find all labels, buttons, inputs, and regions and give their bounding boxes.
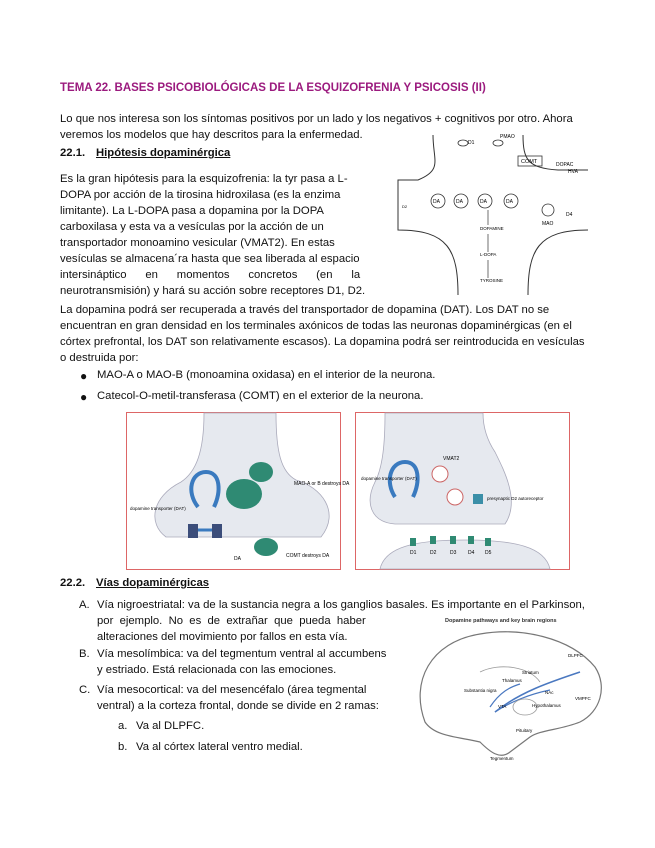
- region-label: Substantia nigra: [464, 688, 497, 693]
- synapse-diagram: [388, 130, 600, 298]
- list-item-c: [79, 682, 402, 714]
- dopamine-pathways-brain: [410, 612, 610, 764]
- label-comt: COMT: [521, 159, 538, 165]
- text-line: DOPA por acción de la tirosina hidroxilasa (es la enzima: [60, 189, 341, 201]
- text-line: intersináptico en momentos concretos (en la: [60, 269, 361, 281]
- text-line: carboxilasa y esta va a vesículas por la acción de un: [60, 221, 324, 233]
- section-label: Vías dopaminérgicas: [96, 577, 210, 589]
- dat-paragraph: [60, 302, 598, 366]
- brain-outline: [420, 632, 601, 755]
- label-tyrosine: TYROSINE: [480, 278, 504, 283]
- page-title: TEMA 22. BASES PSICOBIOLÓGICAS DE LA ESQUIZOFRENIA Y PSICOSIS (II): [60, 82, 486, 94]
- vmat-d2-figure: [355, 412, 570, 570]
- section-number: 22.1.: [60, 147, 86, 159]
- dat-label: dopamine transporter (DAT): [361, 476, 417, 481]
- mao-label: MAO-A or B destroys DA: [294, 481, 350, 487]
- text-line: Vía mesolímbica: va del tegmentum ventral al accumbens: [97, 648, 387, 660]
- bullet-icon: ●: [80, 369, 88, 383]
- text-line: y estriado. Está relacionada con las emociones.: [97, 664, 337, 676]
- text-line: Es la gran hipótesis para la esquizofrenia: la tyr pasa a L-: [60, 173, 348, 185]
- text-line: Va al córtex lateral ventro medial.: [136, 741, 303, 753]
- region-label: NAc: [545, 690, 554, 695]
- text-line: o destruida por:: [60, 352, 139, 364]
- sub-item-a: [118, 718, 205, 734]
- text-line: vesículas se almacena´ra hasta que sea liberada al espacio: [60, 253, 360, 265]
- section-heading-1: [60, 147, 230, 159]
- label-d4: D4: [566, 212, 573, 218]
- list-marker: B.: [79, 648, 90, 660]
- text-line: ventral) a la corteza frontal, donde se divide en 2 ramas:: [97, 700, 379, 712]
- section-label: Hipótesis dopaminérgica: [96, 147, 231, 159]
- vesicle-icon: [432, 466, 448, 482]
- comt-enzyme-icon: [254, 538, 278, 556]
- region-label: Striatum: [522, 670, 539, 675]
- list-marker: b.: [118, 741, 128, 753]
- vmat-label: VMAT2: [443, 456, 460, 462]
- label-ldopa: L-DOPA: [480, 252, 497, 257]
- region-label: Thalamus: [502, 678, 522, 683]
- label-d2: D2: [402, 204, 408, 209]
- receptor-label: D2: [430, 550, 437, 556]
- region-label: Pituitary: [516, 728, 533, 733]
- mao-enzyme-icon: [249, 462, 273, 482]
- receptor-label: D5: [485, 550, 492, 556]
- text-line: Vía mesocortical: va del mesencéfalo (área tegmental: [97, 684, 367, 696]
- text-line: limitante). La L-DOPA pasa a dopamina por la DOPA: [60, 205, 324, 217]
- label-da: DA: [506, 199, 513, 205]
- region-label: VTA: [498, 704, 507, 709]
- label-dopac: DOPAC: [556, 162, 574, 168]
- bullet-text: MAO-A o MAO-B (monoamina oxidasa) en el interior de la neurona.: [97, 369, 436, 381]
- receptor-icon: [458, 140, 468, 146]
- d2-label: presynaptic D2 autoreceptor: [487, 496, 544, 501]
- sub-item-b: [118, 739, 303, 755]
- text-line: Vía nigroestriatal: va de la sustancia negra a los ganglios basales. Es importante en el Parkinson,: [97, 599, 585, 611]
- text-line: La dopamina podrá ser recuperada a través del transportador de dopamina (DAT). Los DAT no se: [60, 304, 550, 316]
- text-line: córtex prefrontal, los DAT son relativamente escasos). La dopamina podrá ser reintroducida en vesículas: [60, 336, 585, 348]
- list-marker: a.: [118, 720, 128, 732]
- brain-title: Dopamine pathways and key brain regions: [445, 618, 557, 624]
- label-hva: HVA: [568, 169, 578, 175]
- bullet-item: [80, 369, 436, 383]
- region-label: Tegmentum: [490, 756, 514, 761]
- text-line: Va al DLPFC.: [136, 720, 205, 732]
- section-heading-2: [60, 577, 209, 589]
- list-item-b: [79, 646, 402, 678]
- section-number: 22.2.: [60, 577, 86, 589]
- text-line: neurotransmisión) y hará su acción sobre receptores D1, D2.: [60, 285, 366, 297]
- region-label: DLPFC: [568, 653, 583, 658]
- label-mao: MAO: [542, 221, 554, 227]
- list-marker: C.: [79, 684, 91, 696]
- label-pmao: PMAO: [500, 134, 515, 140]
- vesicle-icon: [447, 489, 463, 505]
- bullet-text: Catecol-O-metil-transferasa (COMT) en el exterior de la neurona.: [97, 390, 424, 402]
- da-label: DA: [234, 556, 241, 562]
- text-line: por ejemplo. No es de extrañar que pueda haber: [97, 615, 366, 627]
- list-marker: A.: [79, 599, 90, 611]
- text-line: encuentran en gran densidad en los terminales axónicos de todas las neuronas dopaminérgicas (en el: [60, 320, 572, 332]
- hypothesis-paragraph: [60, 171, 380, 299]
- bullet-item: [80, 390, 424, 404]
- comt-label: COMT destroys DA: [286, 553, 330, 559]
- label-dopamine: DOPAMINE: [480, 226, 504, 231]
- intro-line: veremos los modelos que hay descritos para la enfermedad.: [60, 129, 363, 141]
- receptor-label: D3: [450, 550, 457, 556]
- intro-line: Lo que nos interesa son los síntomas positivos por un lado y los negativos + cognitivos por otro. Ahora: [60, 113, 573, 125]
- text-line: transportador monoamino vesicular (VMAT2). En estas: [60, 237, 335, 249]
- region-label: VMPFC: [575, 696, 591, 701]
- autoreceptor-icon: [473, 494, 483, 504]
- receptor-label: D4: [468, 550, 475, 556]
- label-da: DA: [480, 199, 487, 205]
- dat-mao-comt-figure: [126, 412, 350, 570]
- receptor-label: D1: [410, 550, 417, 556]
- region-label: Hypothalamus: [532, 703, 561, 708]
- label-da: DA: [456, 199, 463, 205]
- bullet-icon: ●: [80, 390, 88, 404]
- mao-enzyme-icon: [226, 479, 262, 509]
- receptor-icon: [493, 140, 503, 146]
- dat-label: dopamine transporter (DAT): [130, 506, 186, 511]
- label-da: DA: [433, 199, 440, 205]
- text-line: alteraciones del movimiento por fallos en esta vía.: [97, 631, 348, 643]
- label-d1: D1: [468, 140, 475, 146]
